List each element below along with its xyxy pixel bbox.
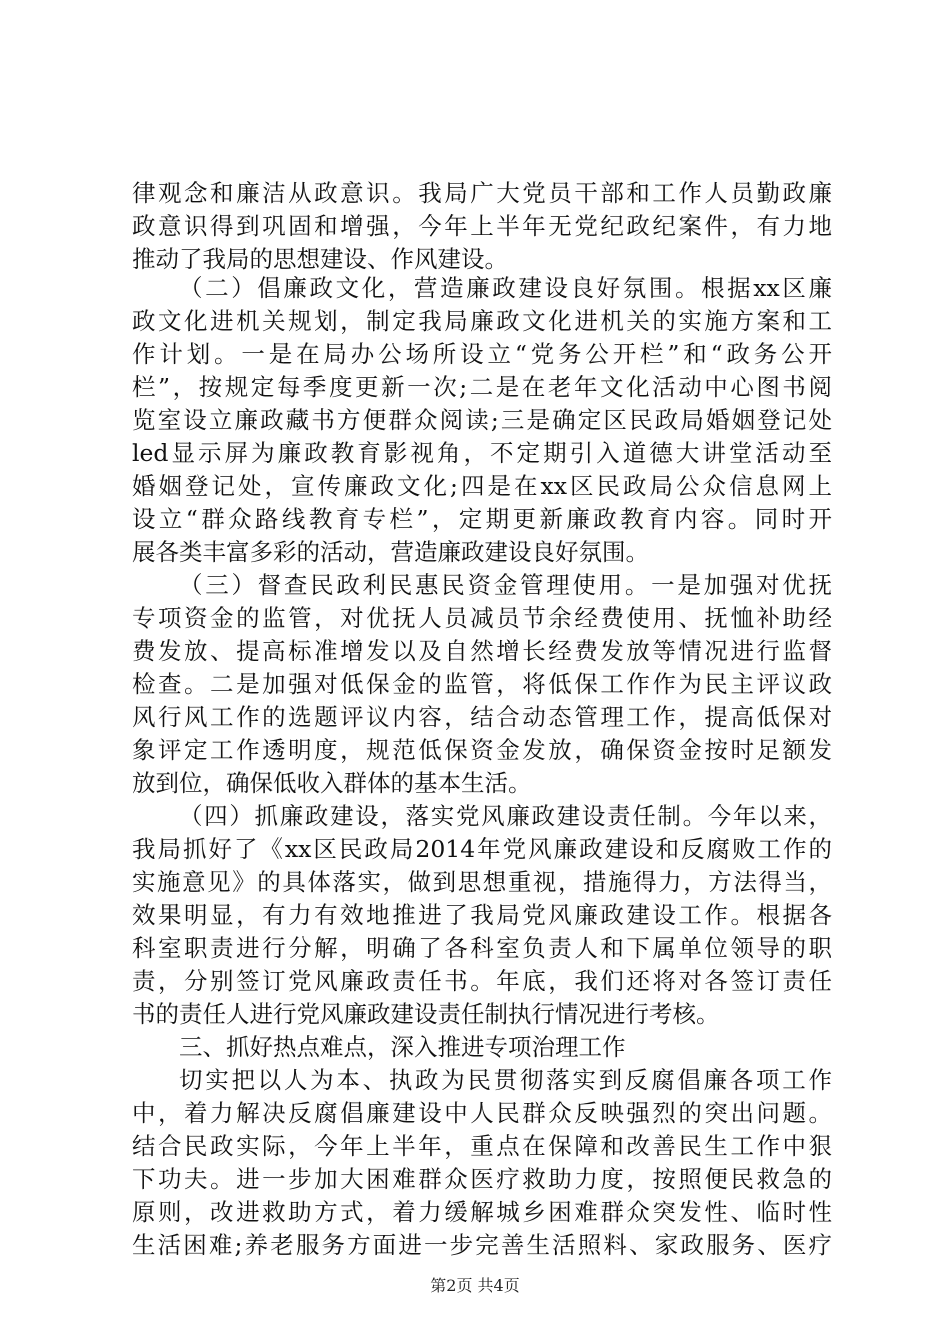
body-text-line: 生活困难;养老服务方面进一步完善生活照料、家政服务、医疗 (132, 1231, 832, 1259)
body-text-line: 专项资金的监管，对优抚人员减员节余经费使用、抚恤补助经 (132, 604, 832, 632)
body-text-line: 结合民政实际，今年上半年，重点在保障和改善民生工作中狠 (132, 1132, 832, 1160)
body-text-line: 下功夫。进一步加大困难群众医疗救助力度，按照便民救急的 (132, 1165, 832, 1193)
body-text-line: 责，分别签订党风廉政责任书。年底，我们还将对各签订责任 (132, 967, 832, 995)
body-text-line: 切实把以人为本、执政为民贯彻落实到反腐倡廉各项工作 (179, 1066, 832, 1094)
section-heading-line: （三）督查民政利民惠民资金管理使用。一是加强对优抚 (179, 571, 832, 599)
body-text-line: 检查。二是加强对低保金的监管，将低保工作作为民主评议政 (132, 670, 832, 698)
body-text-line: 原则，改进救助方式，着力缓解城乡困难群众突发性、临时性 (132, 1198, 832, 1226)
body-text-line: 婚姻登记处，宣传廉政文化;四是在xx区民政局公众信息网上 (132, 472, 832, 500)
body-text-line: 书的责任人进行党风廉政建设责任制执行情况进行考核。 (132, 1000, 720, 1028)
body-text-line: 实施意见》的具体落实，做到思想重视，措施得力，方法得当， (132, 868, 832, 896)
body-text-line: 放到位，确保低收入群体的基本生活。 (132, 769, 532, 797)
page-number-footer: 第2页 共4页 (430, 1276, 520, 1295)
body-text-line: 风行风工作的选题评议内容，结合动态管理工作，提高低保对 (132, 703, 832, 731)
body-text-line: 作计划。一是在局办公场所设立“党务公开栏”和“政务公开 (132, 340, 832, 368)
body-text-line: 政文化进机关规划，制定我局廉政文化进机关的实施方案和工 (132, 307, 832, 335)
body-text-line: 象评定工作透明度，规范低保资金发放，确保资金按时足额发 (132, 736, 832, 764)
body-text-line: 政意识得到巩固和增强，今年上半年无党纪政纪案件，有力地 (132, 212, 832, 240)
section-heading-line: （二）倡廉政文化，营造廉政建设良好氛围。根据xx区廉 (179, 274, 832, 302)
body-text-line: 设立“群众路线教育专栏”，定期更新廉政教育内容。同时开 (132, 505, 832, 533)
body-text-line: led显示屏为廉政教育影视角，不定期引入道德大讲堂活动至 (132, 439, 832, 467)
section-heading-line: （四）抓廉政建设，落实党风廉政建设责任制。今年以来， (179, 802, 832, 830)
body-text-line: 效果明显，有力有效地推进了我局党风廉政建设工作。根据各 (132, 901, 832, 929)
body-text-line: 律观念和廉洁从政意识。我局广大党员干部和工作人员勤政廉 (132, 179, 832, 207)
section-heading-line: 三、抓好热点难点，深入推进专项治理工作 (179, 1033, 626, 1061)
body-text-line: 我局抓好了《xx区民政局2014年党风廉政建设和反腐败工作的 (132, 835, 832, 863)
body-text-line: 费发放、提高标准增发以及自然增长经费发放等情况进行监督 (132, 637, 832, 665)
body-text-line: 科室职责进行分解，明确了各科室负责人和下属单位领导的职 (132, 934, 832, 962)
body-text-line: 推动了我局的思想建设、作风建设。 (132, 245, 508, 273)
body-text-line: 栏”，按规定每季度更新一次;二是在老年文化活动中心图书阅 (132, 373, 832, 401)
body-text-line: 览室设立廉政藏书方便群众阅读;三是确定区民政局婚姻登记处 (132, 406, 832, 434)
body-text-line: 展各类丰富多彩的活动，营造廉政建设良好氛围。 (132, 538, 649, 566)
body-text-line: 中，着力解决反腐倡廉建设中人民群众反映强烈的突出问题。 (132, 1099, 832, 1127)
